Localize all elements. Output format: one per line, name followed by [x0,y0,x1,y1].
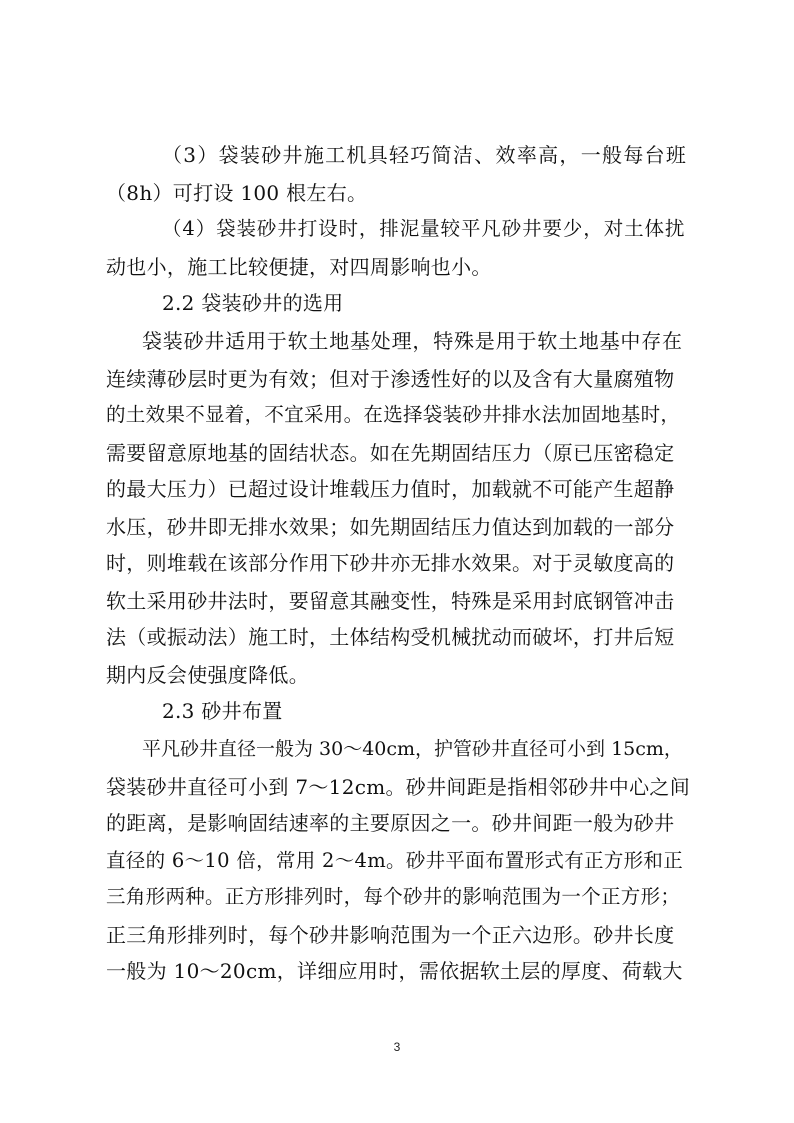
text-line: 法（或振动法）施工时，土体结构受机械扰动而破坏，打井后短 [106,625,675,649]
text-line: 平凡砂井直径一般为 30～40cm，护管砂井直径可小到 15cm， [142,738,683,760]
page-number: 3 [393,1040,401,1054]
text-line: 袋装砂井直径可小到 7～12cm。砂井间距是指相邻砂井中心之间 [106,775,690,799]
text-line: （8h）可打设 100 根左右。 [106,181,368,205]
text-line: 的距离，是影响固结速率的主要原因之一。砂井间距一般为砂井 [106,811,675,835]
text-line: （3）袋装砂井施工机具轻巧简洁、效率高，一般每台班 [162,143,688,167]
text-line: 三角形两种。正方形排列时，每个砂井的影响范围为一个正方形； [106,885,681,908]
section-heading: 2.3 砂井布置 [162,699,283,723]
text-line: 袋装砂井适用于软土地基处理，特殊是用于软土地基中存在 [142,329,683,353]
section-heading: 2.2 袋装砂井的选用 [162,291,344,315]
text-line: 一般为 10～20cm，详细应用时，需依据软土层的厚度、荷载大 [106,959,683,983]
text-line: 时，则堆载在该部分作用下砂井亦无排水效果。对于灵敏度高的 [106,551,675,575]
text-line: 水压，砂井即无排水效果；如先期固结压力值达到加载的一部分 [106,515,675,539]
text-line: （4）袋装砂井打设时，排泥量较平凡砂井要少，对土体扰 [162,217,686,240]
text-line: 的土效果不显着，不宜采用。在选择袋装砂井排水法加固地基时， [106,403,681,426]
text-line: 动也小，施工比较便捷，对四周影响也小。 [106,255,492,279]
text-line: 软土采用砂井法时，要留意其融变性，特殊是采用封底钢管冲击 [106,589,675,613]
text-line: 期内反会使强度降低。 [106,663,309,687]
text-line: 的最大压力）已超过设计堆载压力值时，加载就不可能产生超静 [106,477,675,501]
text-line: 直径的 6～10 倍，常用 2～4m。砂井平面布置形式有正方形和正 [106,849,684,872]
text-line: 连续薄砂层时更为有效；但对于渗透性好的以及含有大量腐殖物 [106,367,675,391]
text-line: 需要留意原地基的固结状态。如在先期固结压力（原已压密稳定 [106,441,675,465]
text-line: 正三角形排列时，每个砂井影响范围为一个正六边形。砂井长度 [106,923,675,947]
